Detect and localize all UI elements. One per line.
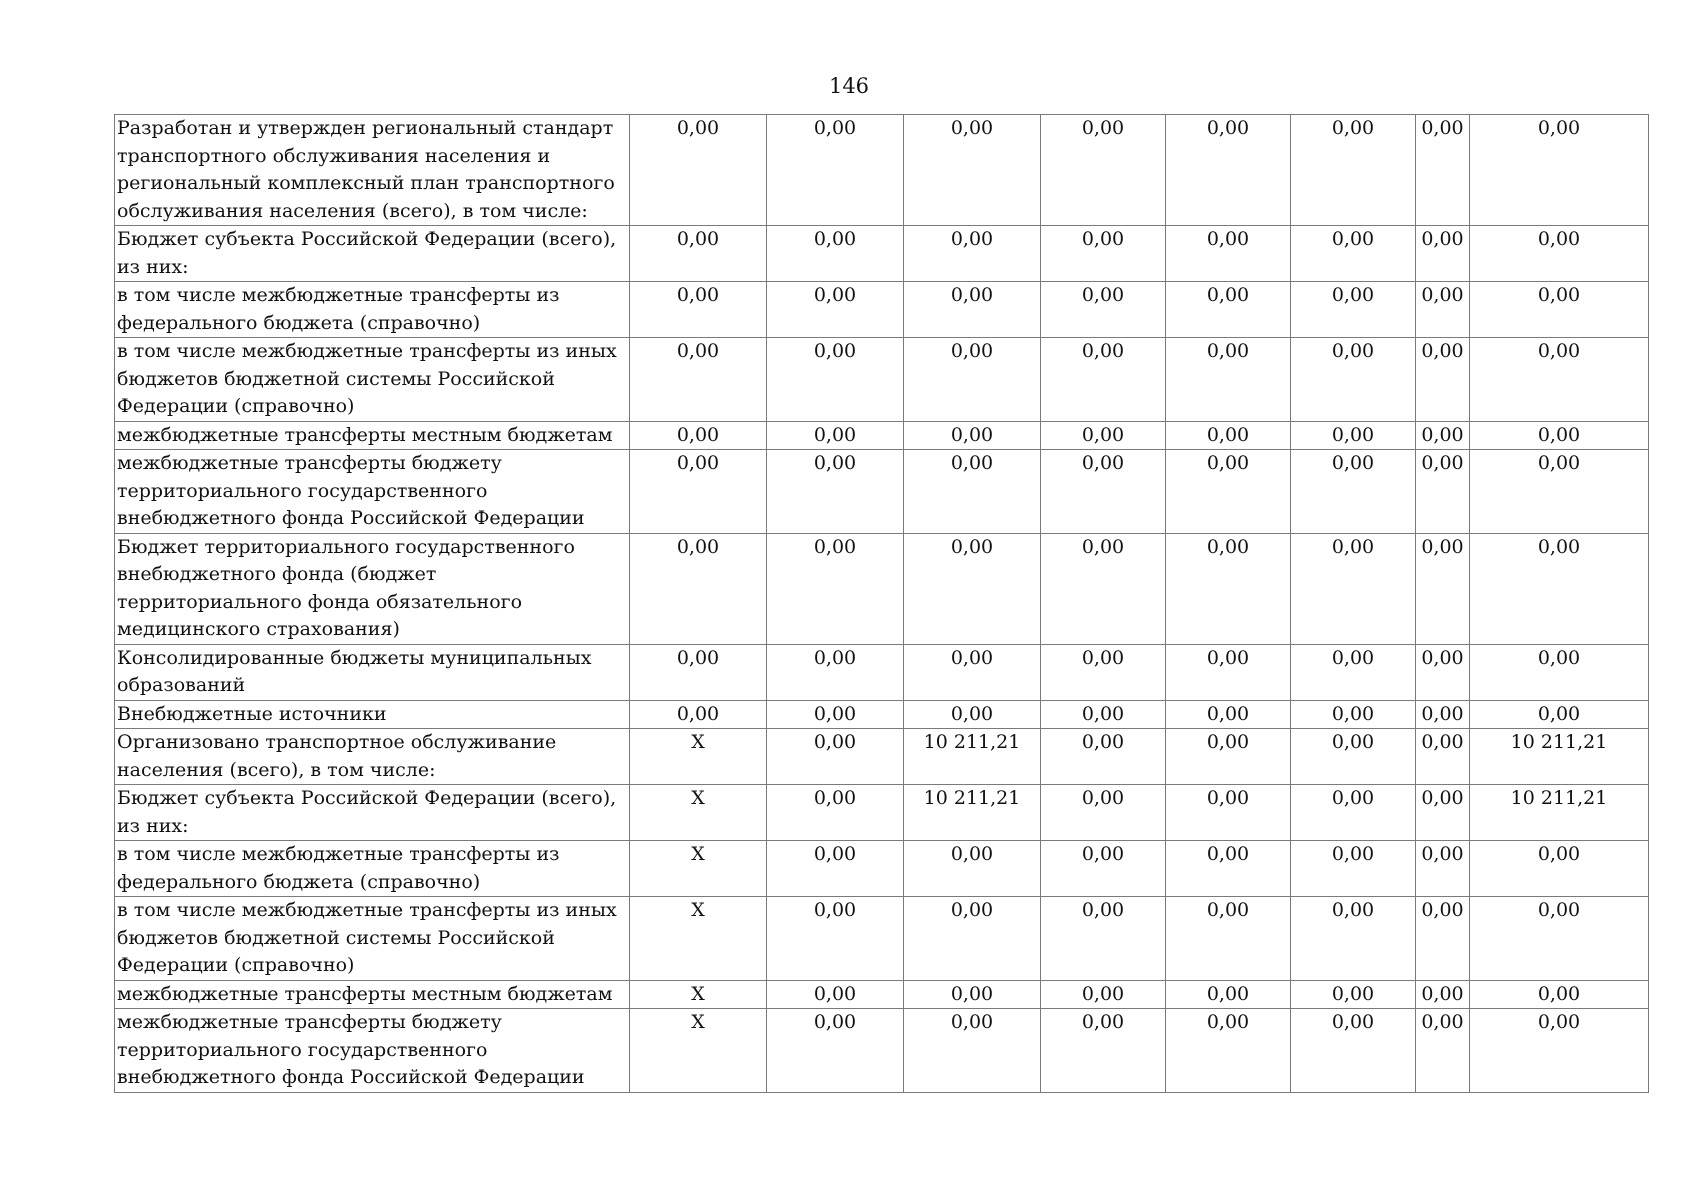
cell-value: 0,00	[1416, 729, 1470, 785]
cell-value: 0,00	[767, 282, 904, 338]
row-label: межбюджетные трансферты местным бюджетам	[115, 421, 630, 450]
cell-value: 0,00	[1041, 785, 1166, 841]
cell-value: 0,00	[1470, 841, 1649, 897]
cell-value: 0,00	[904, 1009, 1041, 1093]
cell-value: 0,00	[767, 533, 904, 644]
table-row	[115, 421, 1649, 450]
cell-value: 0,00	[1041, 1009, 1166, 1093]
cell-value: 0,00	[1041, 729, 1166, 785]
cell-value: 0,00	[1291, 115, 1416, 226]
cell-value: 0,00	[1470, 450, 1649, 534]
cell-value: 0,00	[1291, 700, 1416, 729]
cell-value: 0,00	[1041, 226, 1166, 282]
cell-value: 0,00	[767, 897, 904, 981]
row-label: межбюджетные трансферты местным бюджетам	[115, 980, 630, 1009]
cell-value: 0,00	[1291, 282, 1416, 338]
row-label: в том числе межбюджетные трансферты из федерального бюджета (справочно)	[115, 282, 630, 338]
cell-value: 0,00	[767, 644, 904, 700]
cell-value: 0,00	[1166, 338, 1291, 422]
cell-value: 0,00	[1041, 338, 1166, 422]
cell-value: 0,00	[1416, 533, 1470, 644]
cell-value: 0,00	[1041, 700, 1166, 729]
cell-value: 0,00	[1166, 729, 1291, 785]
row-label: в том числе межбюджетные трансферты из федерального бюджета (справочно)	[115, 841, 630, 897]
budget-table-body	[115, 115, 1649, 1093]
cell-value: 10 211,21	[904, 729, 1041, 785]
cell-value: 0,00	[1041, 421, 1166, 450]
row-label: Бюджет субъекта Российской Федерации (всего), из них:	[115, 226, 630, 282]
table-row	[115, 450, 1649, 534]
cell-value: 0,00	[1416, 980, 1470, 1009]
cell-value: 0,00	[1291, 897, 1416, 981]
cell-value: 0,00	[1166, 841, 1291, 897]
cell-value: 0,00	[1470, 421, 1649, 450]
cell-value: 0,00	[767, 338, 904, 422]
cell-value: 0,00	[630, 421, 767, 450]
cell-value: 0,00	[904, 115, 1041, 226]
cell-value: 0,00	[767, 450, 904, 534]
cell-value: X	[630, 841, 767, 897]
cell-value: 0,00	[767, 980, 904, 1009]
cell-value: 0,00	[1470, 1009, 1649, 1093]
cell-value: 0,00	[1416, 785, 1470, 841]
cell-value: 0,00	[1291, 841, 1416, 897]
cell-value: 0,00	[904, 644, 1041, 700]
cell-value: X	[630, 897, 767, 981]
cell-value: 0,00	[1291, 226, 1416, 282]
cell-value: 0,00	[1041, 533, 1166, 644]
cell-value: 0,00	[1416, 450, 1470, 534]
cell-value: 0,00	[1166, 980, 1291, 1009]
table-row	[115, 282, 1649, 338]
cell-value: 0,00	[767, 785, 904, 841]
cell-value: 0,00	[767, 841, 904, 897]
row-label: в том числе межбюджетные трансферты из иных бюджетов бюджетной системы Российской Федерации (справочно)	[115, 338, 630, 422]
cell-value: 0,00	[630, 338, 767, 422]
table-row	[115, 644, 1649, 700]
row-label: в том числе межбюджетные трансферты из иных бюджетов бюджетной системы Российской Федерации (справочно)	[115, 897, 630, 981]
cell-value: 0,00	[1416, 282, 1470, 338]
table-row	[115, 980, 1649, 1009]
cell-value: 0,00	[1166, 533, 1291, 644]
cell-value: 0,00	[1166, 421, 1291, 450]
table-row	[115, 115, 1649, 226]
cell-value: 0,00	[1416, 841, 1470, 897]
cell-value: 0,00	[630, 700, 767, 729]
row-label: Бюджет субъекта Российской Федерации (всего), из них:	[115, 785, 630, 841]
cell-value: 0,00	[1470, 700, 1649, 729]
cell-value: 0,00	[1470, 226, 1649, 282]
cell-value: 0,00	[767, 226, 904, 282]
cell-value: 0,00	[1041, 980, 1166, 1009]
cell-value: 0,00	[1416, 1009, 1470, 1093]
table-row	[115, 338, 1649, 422]
cell-value: 0,00	[1470, 533, 1649, 644]
cell-value: 0,00	[1291, 644, 1416, 700]
cell-value: X	[630, 785, 767, 841]
cell-value: 0,00	[1291, 980, 1416, 1009]
cell-value: 0,00	[904, 226, 1041, 282]
cell-value: 0,00	[904, 841, 1041, 897]
cell-value: 0,00	[1470, 644, 1649, 700]
table-row	[115, 226, 1649, 282]
cell-value: 0,00	[767, 421, 904, 450]
cell-value: 0,00	[1166, 226, 1291, 282]
cell-value: 0,00	[1470, 115, 1649, 226]
cell-value: 0,00	[630, 282, 767, 338]
cell-value: 0,00	[904, 700, 1041, 729]
cell-value: 0,00	[1291, 729, 1416, 785]
cell-value: 0,00	[1416, 897, 1470, 981]
cell-value: 0,00	[904, 282, 1041, 338]
cell-value: 0,00	[1416, 644, 1470, 700]
cell-value: 0,00	[1166, 785, 1291, 841]
cell-value: 0,00	[767, 700, 904, 729]
page-number: 146	[828, 74, 870, 98]
cell-value: 0,00	[1166, 644, 1291, 700]
cell-value: 0,00	[1166, 282, 1291, 338]
table-row	[115, 1009, 1649, 1093]
cell-value: 0,00	[630, 644, 767, 700]
cell-value: 0,00	[767, 729, 904, 785]
cell-value: 0,00	[1416, 115, 1470, 226]
row-label: Бюджет территориального государственного внебюджетного фонда (бюджет территориального фонда обязательного медицинского страхования)	[115, 533, 630, 644]
table-row	[115, 533, 1649, 644]
table-row	[115, 729, 1649, 785]
table-row	[115, 785, 1649, 841]
cell-value: 0,00	[1041, 897, 1166, 981]
cell-value: 0,00	[1416, 338, 1470, 422]
cell-value: 0,00	[1041, 115, 1166, 226]
table-row	[115, 700, 1649, 729]
cell-value: 0,00	[904, 980, 1041, 1009]
cell-value: X	[630, 980, 767, 1009]
cell-value: 0,00	[1041, 450, 1166, 534]
budget-table	[114, 114, 1649, 1093]
cell-value: 0,00	[904, 450, 1041, 534]
cell-value: 0,00	[1291, 1009, 1416, 1093]
cell-value: 0,00	[904, 897, 1041, 981]
cell-value: 0,00	[1416, 226, 1470, 282]
row-label: Организовано транспортное обслуживание населения (всего), в том числе:	[115, 729, 630, 785]
cell-value: 0,00	[1291, 421, 1416, 450]
cell-value: 0,00	[1166, 700, 1291, 729]
row-label: межбюджетные трансферты бюджету территориального государственного внебюджетного фонда Российской Федерации	[115, 450, 630, 534]
cell-value: X	[630, 1009, 767, 1093]
cell-value: 0,00	[1291, 533, 1416, 644]
cell-value: 0,00	[904, 421, 1041, 450]
cell-value: 0,00	[1166, 115, 1291, 226]
cell-value: 0,00	[767, 115, 904, 226]
row-label: Консолидированные бюджеты муниципальных образований	[115, 644, 630, 700]
table-row	[115, 897, 1649, 981]
cell-value: X	[630, 729, 767, 785]
cell-value: 0,00	[1041, 841, 1166, 897]
cell-value: 0,00	[1291, 338, 1416, 422]
cell-value: 0,00	[1041, 282, 1166, 338]
cell-value: 0,00	[1416, 700, 1470, 729]
cell-value: 0,00	[1291, 450, 1416, 534]
cell-value: 10 211,21	[1470, 729, 1649, 785]
cell-value: 0,00	[1470, 897, 1649, 981]
cell-value: 0,00	[904, 533, 1041, 644]
cell-value: 0,00	[1416, 421, 1470, 450]
cell-value: 0,00	[1470, 282, 1649, 338]
cell-value: 0,00	[904, 338, 1041, 422]
cell-value: 0,00	[1470, 338, 1649, 422]
cell-value: 0,00	[1166, 450, 1291, 534]
table-row	[115, 841, 1649, 897]
cell-value: 0,00	[630, 115, 767, 226]
cell-value: 10 211,21	[1470, 785, 1649, 841]
cell-value: 0,00	[1291, 785, 1416, 841]
row-label: Разработан и утвержден региональный стандарт транспортного обслуживания населения и региональный комплексный план транспортного обслуживания населения (всего), в том числе:	[115, 115, 630, 226]
cell-value: 0,00	[1041, 644, 1166, 700]
cell-value: 0,00	[767, 1009, 904, 1093]
cell-value: 0,00	[1470, 980, 1649, 1009]
cell-value: 0,00	[630, 533, 767, 644]
cell-value: 0,00	[630, 450, 767, 534]
row-label: Внебюджетные источники	[115, 700, 630, 729]
cell-value: 10 211,21	[904, 785, 1041, 841]
row-label: межбюджетные трансферты бюджету территориального государственного внебюджетного фонда Российской Федерации	[115, 1009, 630, 1093]
cell-value: 0,00	[630, 226, 767, 282]
cell-value: 0,00	[1166, 1009, 1291, 1093]
cell-value: 0,00	[1166, 897, 1291, 981]
